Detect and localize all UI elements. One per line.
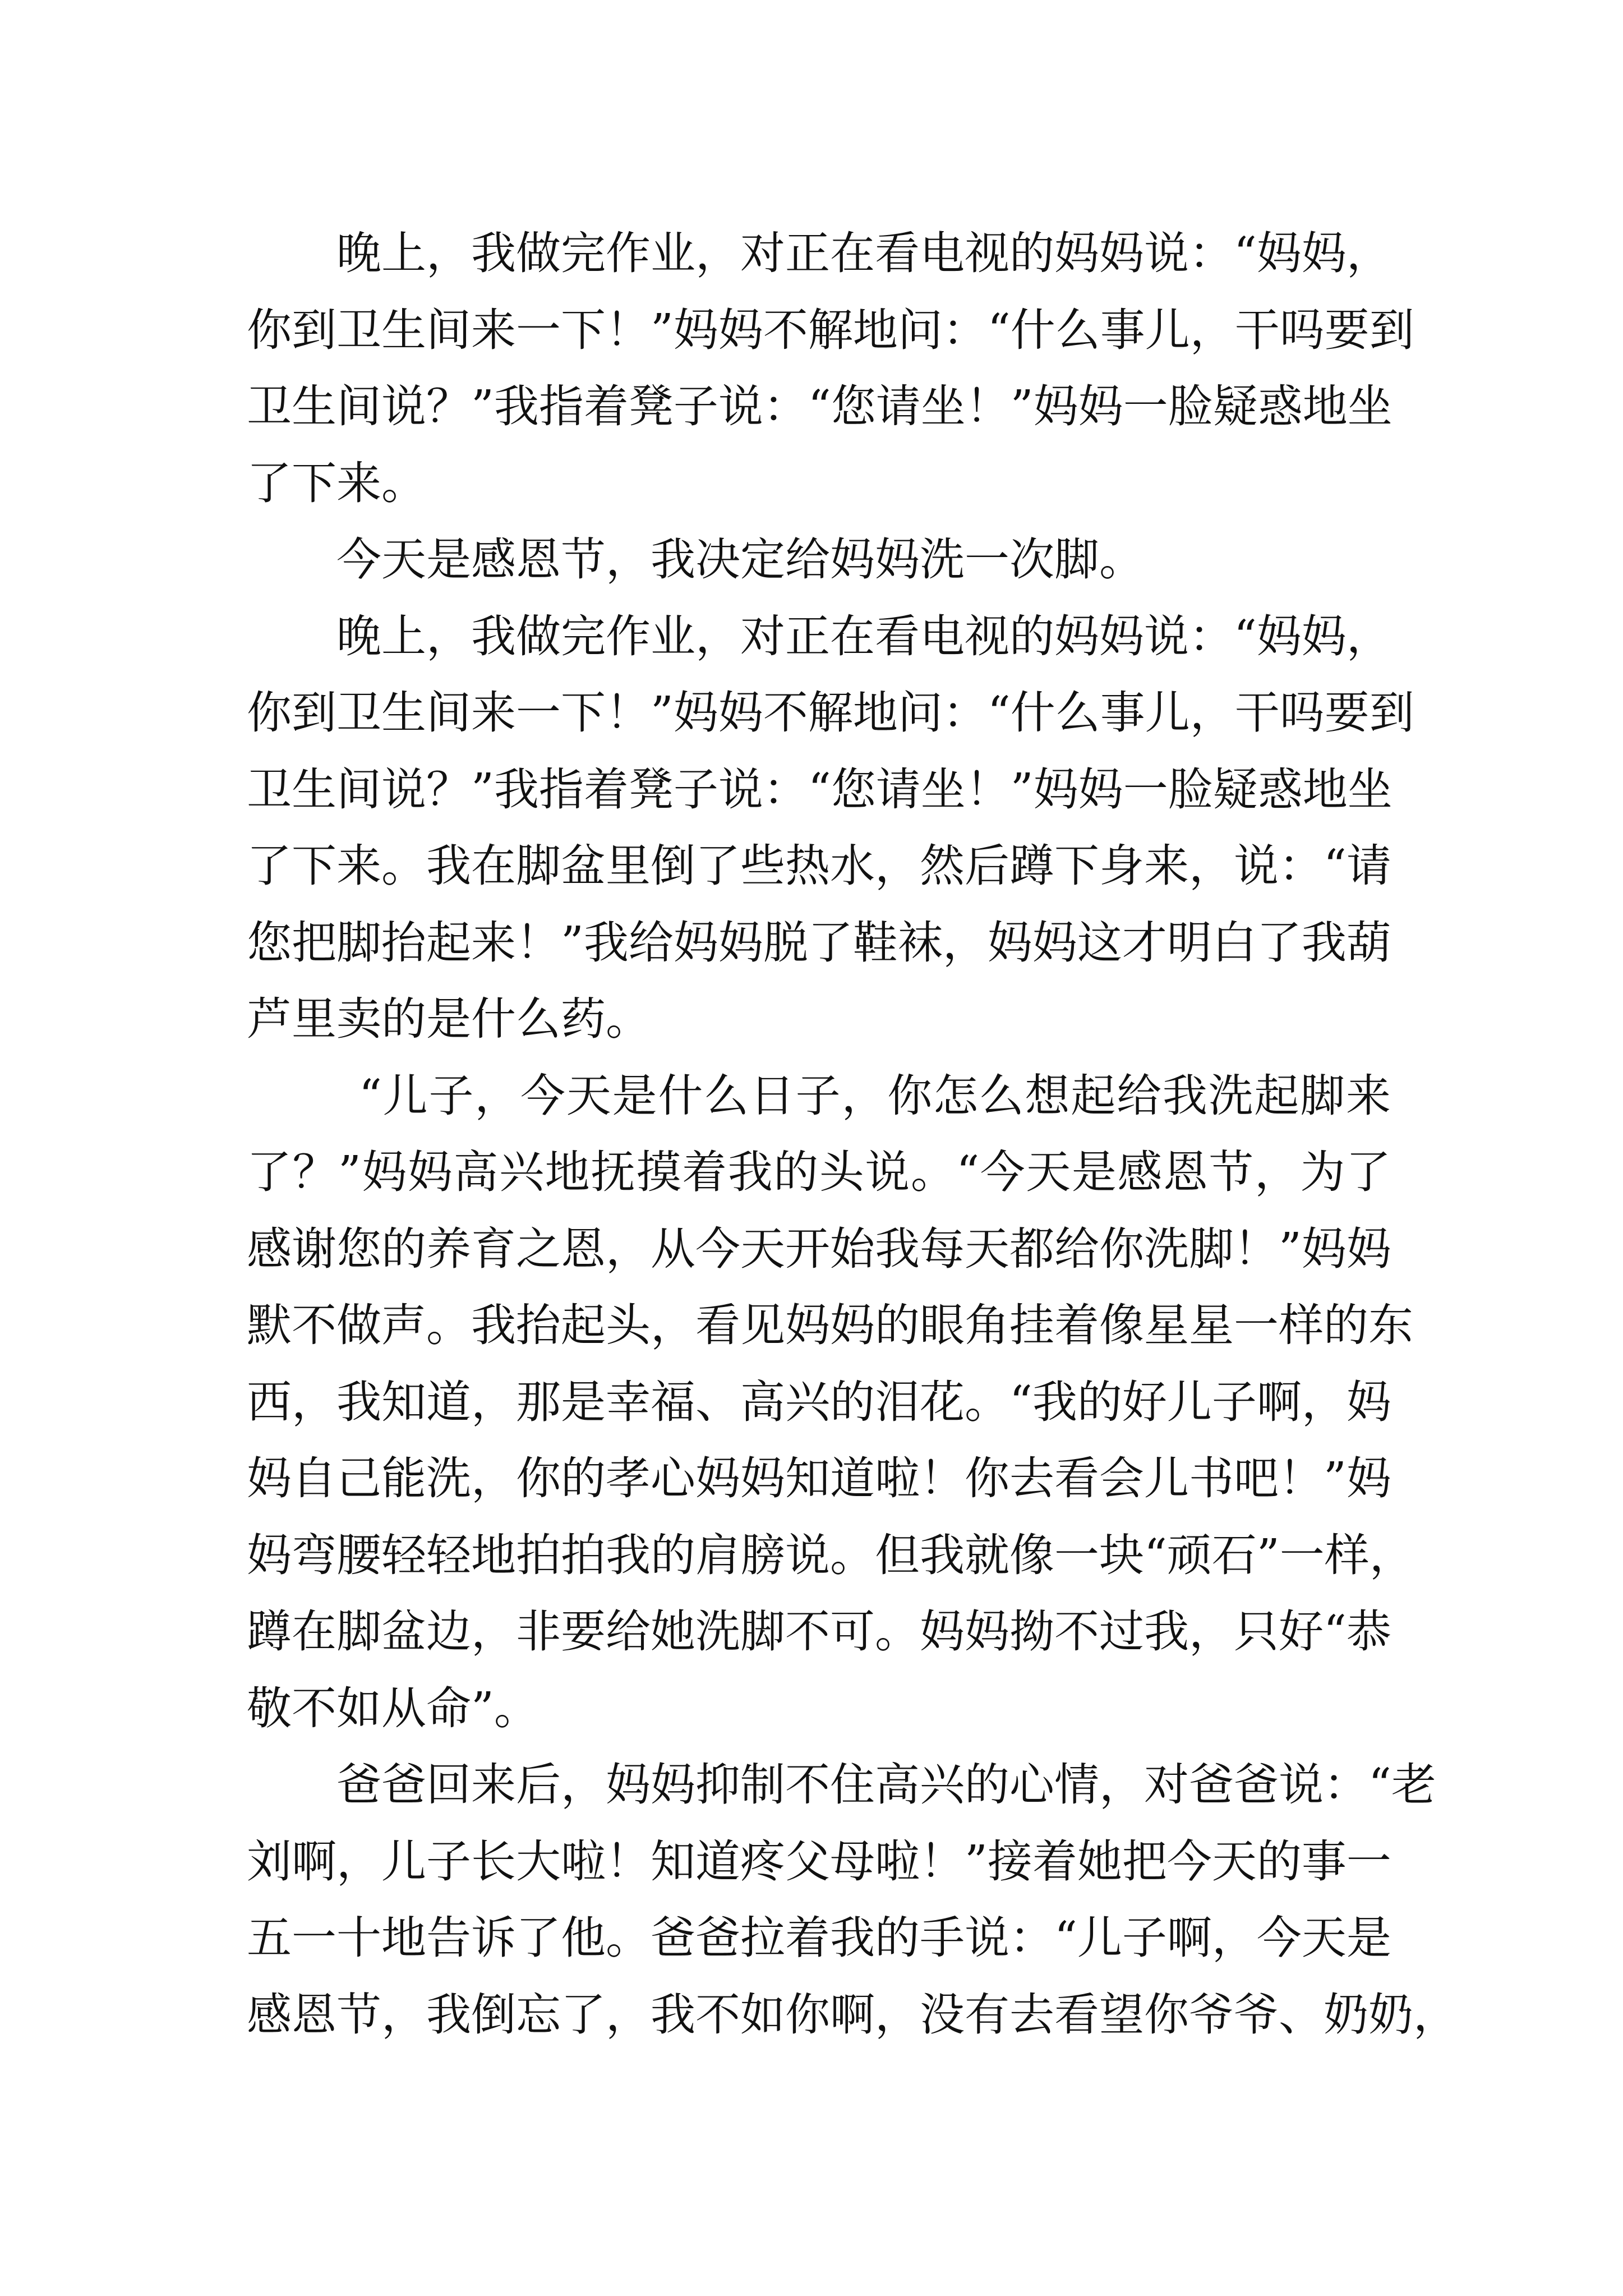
paragraph-4-line-7: 妈弯腰轻轻地拍拍我的肩膀说。但我就像一块“顽石”一样，: [247, 1529, 1414, 1581]
paragraph-4-line-3: 感谢您的养育之恩，从今天开始我每天都给你洗脚！”妈妈: [247, 1222, 1391, 1275]
paragraph-5-line-3: 五一十地告诉了他。爸爸拉着我的手说：“儿子啊，今天是: [247, 1912, 1391, 1964]
paragraph-1-line-1: 晚上，我做完作业，对正在看电视的妈妈说：“妈妈，: [336, 227, 1391, 279]
paragraph-4-line-8: 蹲在脚盆边，非要给她洗脚不可。妈妈拗不过我，只好“恭: [247, 1605, 1391, 1658]
paragraph-5-line-2: 刘啊，儿子长大啦！知道疼父母啦！”接着她把今天的事一: [247, 1835, 1391, 1888]
paragraph-3-line-6: 芦里卖的是什么药。: [247, 993, 651, 1045]
paragraph-3-line-2: 你到卫生间来一下！”妈妈不解地问：“什么事儿，干吗要到: [247, 687, 1414, 739]
paragraph-4-line-9: 敬不如从命”。: [247, 1682, 539, 1734]
paragraph-5-line-1: 爸爸回来后，妈妈抑制不住高兴的心情，对爸爸说：“老: [336, 1759, 1436, 1811]
paragraph-2-line-1: 今天是感恩节，我决定给妈妈洗一次脚。: [336, 533, 1144, 586]
paragraph-3-line-5: 您把脚抬起来！”我给妈妈脱了鞋袜，妈妈这才明白了我葫: [247, 916, 1391, 969]
paragraph-4-line-4: 默不做声。我抬起头，看见妈妈的眼角挂着像星星一样的东: [247, 1299, 1413, 1351]
paragraph-4-line-6: 妈自己能洗，你的孝心妈妈知道啦！你去看会儿书吧！”妈: [247, 1452, 1391, 1504]
paragraph-3-line-1: 晚上，我做完作业，对正在看电视的妈妈说：“妈妈，: [336, 610, 1391, 662]
paragraph-5-line-4: 感恩节，我倒忘了，我不如你啊，没有去看望你爷爷、奶奶，: [247, 1988, 1458, 2041]
paragraph-4-line-5: 西，我知道，那是幸福、高兴的泪花。“我的好儿子啊，妈: [247, 1375, 1391, 1428]
paragraph-1-line-3: 卫生间说？”我指着凳子说：“您请坐！”妈妈一脸疑惑地坐: [247, 380, 1393, 432]
paragraph-1-line-4: 了下来。: [247, 457, 426, 509]
paragraph-4-line-2: 了？”妈妈高兴地抚摸着我的头说。“今天是感恩节，为了: [247, 1146, 1391, 1198]
paragraph-3-line-3: 卫生间说？”我指着凳子说：“您请坐！”妈妈一脸疑惑地坐: [247, 763, 1393, 816]
paragraph-1-line-2: 你到卫生间来一下！”妈妈不解地问：“什么事儿，干吗要到: [247, 303, 1414, 356]
document-body: [247, 215, 1458, 2053]
paragraph-4-line-1: “儿子，今天是什么日子，你怎么想起给我洗起脚来: [359, 1069, 1391, 1122]
paragraph-3-line-4: 了下来。我在脚盆里倒了些热水，然后蹲下身来，说：“请: [247, 840, 1391, 892]
